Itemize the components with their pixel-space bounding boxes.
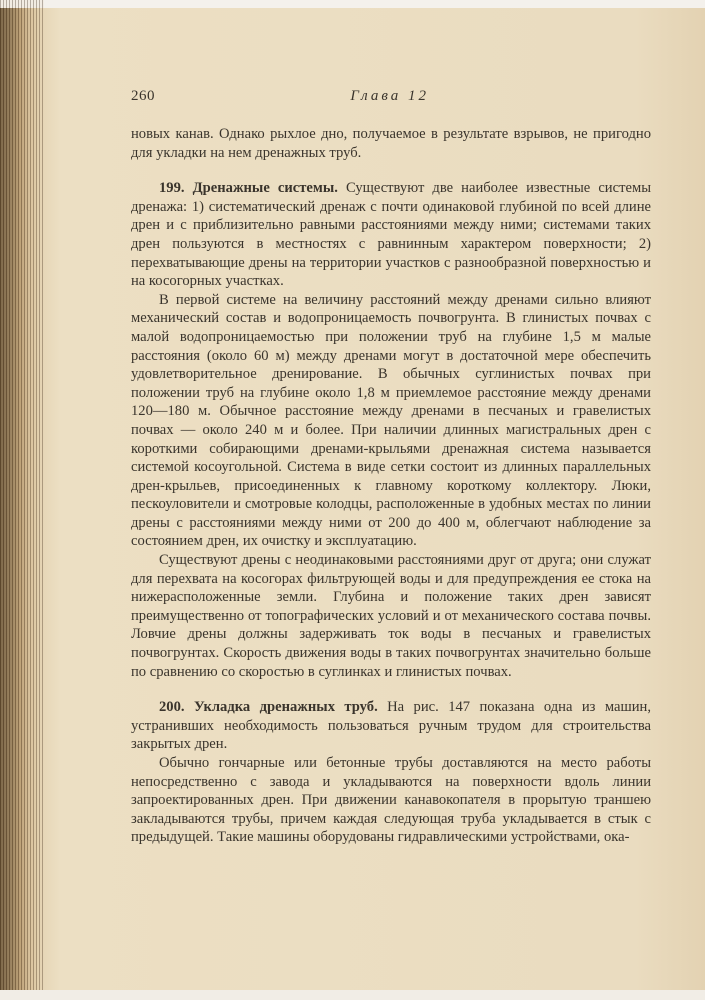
- section-199-text: Существуют две наиболее известные системы дренажа: 1) систематический дренаж с почти одинаковой глубиной по всей длине дрен и с приблизительно равными расстояниями между ними; системами таких дрен пользуются в местностях с равнинным характером поверхности; 2) перехватывающие дрены на территории участков с разнообразной поверхностью и на косогорных участках.: [131, 180, 651, 290]
- section-200-heading: 200. Укладка дренажных труб.: [159, 699, 378, 716]
- running-head: [131, 85, 651, 111]
- scan-top-margin: [0, 0, 705, 8]
- chapter-title: Глава 12: [350, 88, 429, 104]
- paragraph-continuation: новых канав. Однако рыхлое дно, получаемое в результате взрывов, не пригодно для укладки на нем дренажных труб.: [131, 126, 651, 161]
- section-200-text: На рис. 147 показана одна из машин, устранивших необходимость пользоваться ручным трудом для строительства закрытых дрен.: [131, 699, 651, 753]
- book-spine-edges: [0, 0, 44, 1000]
- paragraph-pipe-laying: Обычно гончарные или бетонные трубы доставляются на место работы непосредственно с завода и укладываются на поверхности вдоль линии запроектированных дрен. При движении канавокопателя в прорытую траншею закладываются трубы, причем каждая следующая труба укладывается в стык с предыдущей. Такие машины оборудованы гидравлическими устройствами, ока-: [131, 755, 651, 846]
- section-199-paragraph: [131, 179, 651, 291]
- page-number: 260: [131, 88, 155, 104]
- paragraph-interception-drains: Существуют дрены с неодинаковыми расстояниями друг от друга; они служат для перехвата на косогорах фильтрующей воды и для предупреждения ее стока на нижерасположенные земли. Глубина и положение таких дрен зависят преимущественно от топографических условий и от механического состава почвы. Ловчие дрены должны задерживать ток воды в песчаных и гравелистых почвогрунтах. Скорость движения воды в таких почвогрунтах значительно больше по сравнению со скоростью в суглинках и глинистых почвах.: [131, 552, 651, 680]
- paragraph-first-system: В первой системе на величину расстояний между дренами сильно влияют механический состав и водопроницаемость почвогрунта. В глинистых почвах с малой водопроницаемостью при положении труб на глубине 1,5 м малые расстояния (около 60 м) между дренами могут в достаточной мере обеспечить удовлетворительное дренирование. В обычных суглинистых почвах при положении труб на глубине около 1,8 м приемлемое расстояние между дренами 120—180 м. Обычное расстояние между дренами в песчаных и гравелистых почвах — около 240 м и более. При наличии длинных магистральных дрен с короткими собирающими дренами-крыльями дренажная система называется системой косоугольной. Система в виде сетки состоит из длинных параллельных дрен-крыльев, присоединенных к главному короткому коллектору. Люки, пескоуловители и смотровые колодцы, расположенные в удобных местах по линии дрены с расстояниями между ними от 200 до 400 м, облегчают наблюдение за состоянием дрен, их очистку и эксплуатацию.: [131, 291, 651, 550]
- page-content: [131, 85, 651, 847]
- section-199-heading: 199. Дренажные системы.: [159, 180, 338, 197]
- section-200-paragraph: [131, 698, 651, 754]
- scan-bottom-margin: [0, 990, 705, 1000]
